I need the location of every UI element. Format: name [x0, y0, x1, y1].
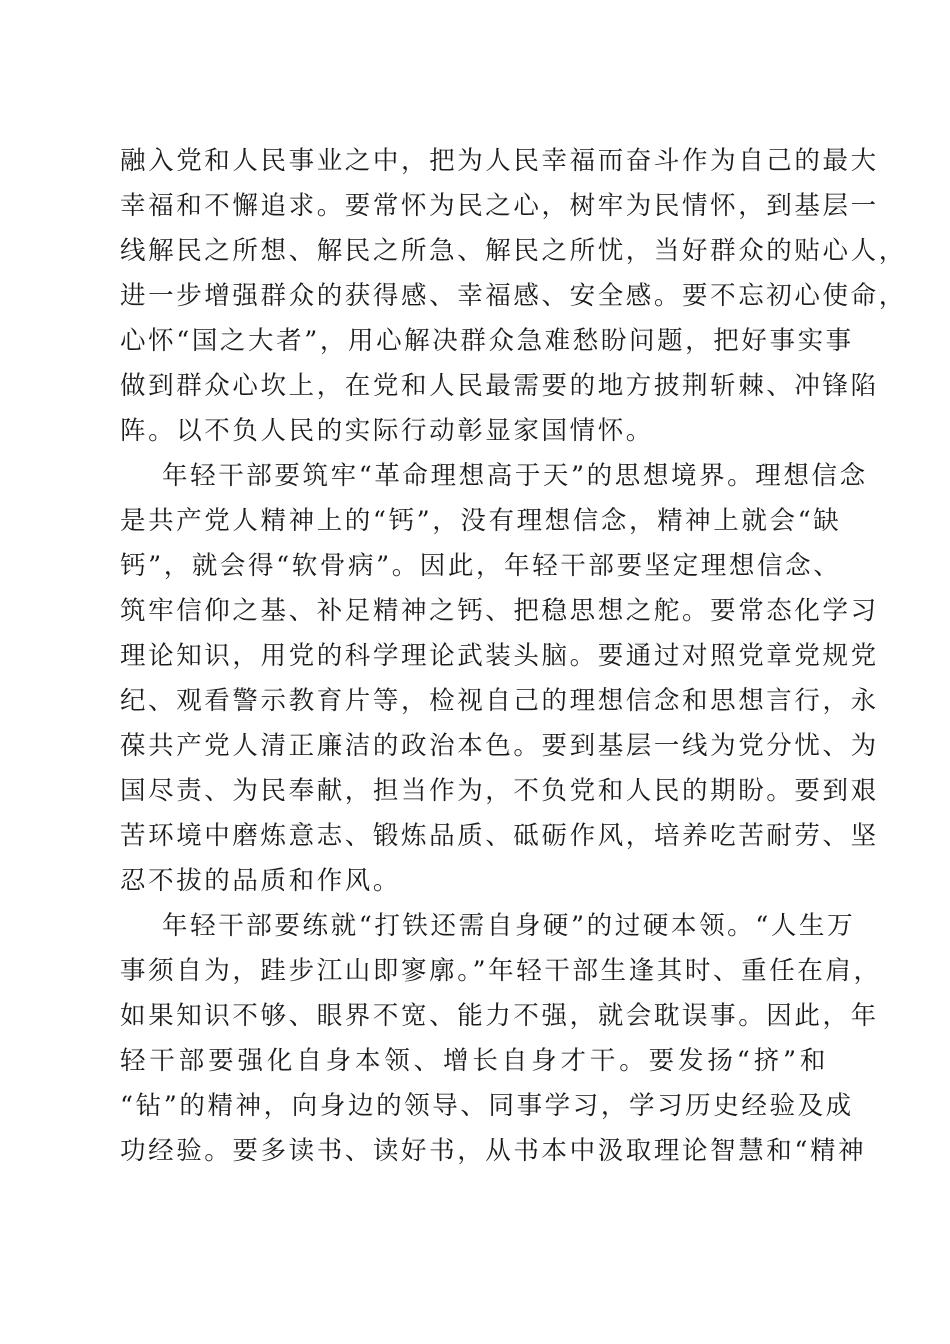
text-line: 纪、观看警示教育片等，检视自己的理想信念和思想言行，永 — [120, 686, 879, 716]
text-line: 幸福和不懈追求。要常怀为民之心，树牢为民情怀，到基层一 — [120, 191, 879, 221]
text-line: 理论知识，用党的科学理论武装头脑。要通过对照党章党规党 — [120, 641, 879, 671]
text-line: 轻干部要强化自身本领、增长自身才干。要发扬“挤”和 — [120, 1046, 828, 1076]
paragraph-first-line: 年轻干部要筑牢“革命理想高于天”的思想境界。理想信念 — [162, 461, 868, 491]
text-line: 功经验。要多读书、读好书，从书本中汲取理论智慧和“精神 — [120, 1136, 867, 1166]
text-line: 葆共产党人清正廉洁的政治本色。要到基层一线为党分忧、为 — [120, 731, 879, 761]
body-text — [120, 139, 907, 1174]
text-line: 融入党和人民事业之中，把为人民幸福而奋斗作为自己的最大 — [120, 146, 879, 176]
text-line: 事须自为，跬步江山即寥廓。”年轻干部生逢其时、重任在肩， — [120, 956, 882, 986]
paragraph-first-line: 年轻干部要练就“打铁还需自身硬”的过硬本领。“人生万 — [162, 911, 856, 941]
text-line: 忍不拔的品质和作风。 — [120, 866, 402, 896]
text-line: 国尽责、为民奉献，担当作为，不负党和人民的期盼。要到艰 — [120, 776, 879, 806]
text-line: 苦环境中磨炼意志、锻炼品质、砥砺作风，培养吃苦耐劳、坚 — [120, 821, 879, 851]
text-line: 钙”，就会得“软骨病”。因此，年轻干部要坚定理想信念、 — [120, 551, 842, 581]
text-line: 筑牢信仰之基、补足精神之钙、把稳思想之舵。要常态化学习 — [120, 596, 879, 626]
text-line: 线解民之所想、解民之所急、解民之所忧，当好群众的贴心人， — [120, 236, 907, 266]
text-line: 做到群众心坎上，在党和人民最需要的地方披荆斩棘、冲锋陷 — [120, 371, 879, 401]
text-line: “钻”的精神，向身边的领导、同事学习，学习历史经验及成 — [120, 1091, 854, 1121]
text-line: 如果知识不够、眼界不宽、能力不强，就会耽误事。因此，年 — [120, 1001, 879, 1031]
text-line: 进一步增强群众的获得感、幸福感、安全感。要不忘初心使命， — [120, 281, 907, 311]
text-line: 心怀“国之大者”，用心解决群众急难愁盼问题，把好事实事 — [120, 326, 854, 356]
text-line: 阵。以不负人民的实际行动彰显家国情怀。 — [120, 416, 654, 446]
text-line: 是共产党人精神上的“钙”，没有理想信念，精神上就会“缺 — [120, 506, 842, 536]
